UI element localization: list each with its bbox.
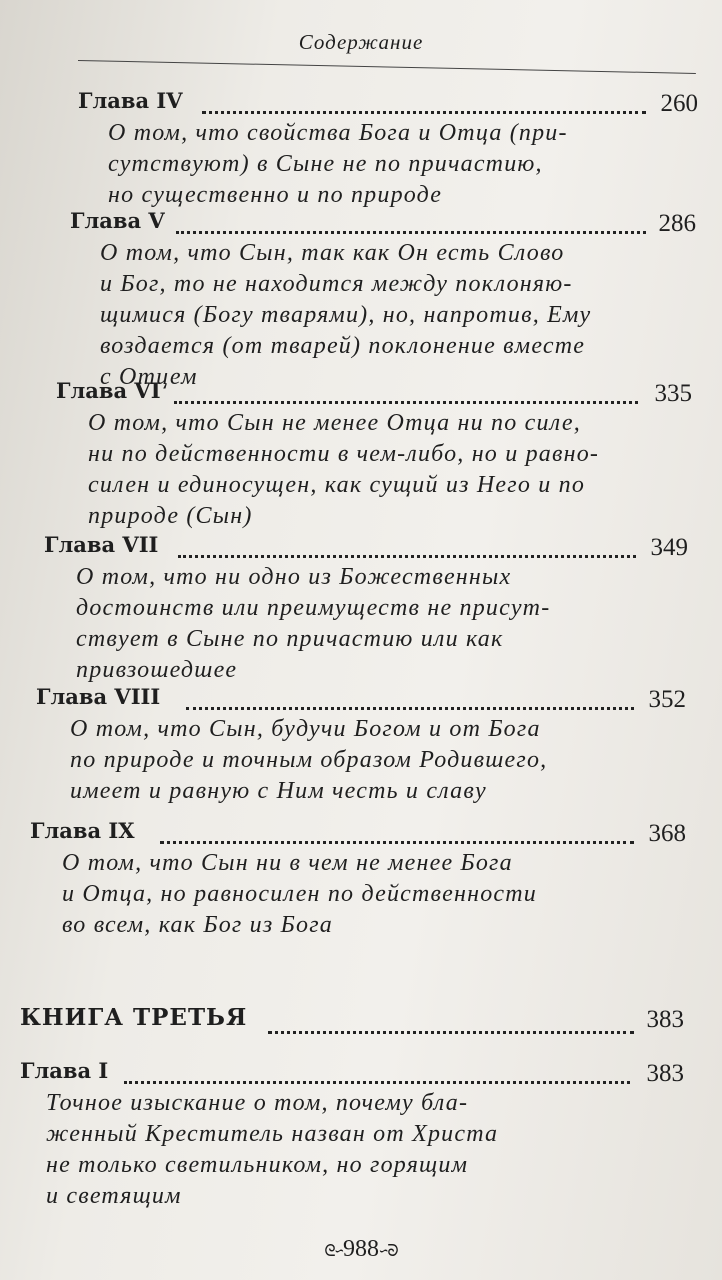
chapter-description — [44, 562, 688, 686]
chapter-title: Глава VII — [44, 532, 159, 557]
chapter-description — [36, 714, 686, 807]
page-number: 383 — [646, 1006, 684, 1033]
description-line: О том, что ни одно из Божественных — [76, 564, 512, 590]
description-line: имеет и равную с Ним честь и славу — [70, 778, 487, 804]
dot-leader — [176, 229, 646, 234]
description-line: природе (Сын) — [88, 503, 253, 529]
toc-chapter-line — [30, 818, 686, 848]
description-line: щимися (Богу тварями), но, напротив, Ему — [100, 302, 592, 328]
description-line: Точное изыскание о том, почему бла- — [46, 1090, 469, 1116]
toc-chapter-line — [20, 1058, 684, 1088]
dot-leader — [160, 839, 634, 844]
description-line: О том, что Сын, будучи Богом и от Бога — [70, 716, 541, 742]
toc-entry — [56, 378, 692, 532]
chapter-title: Глава V — [70, 208, 165, 233]
description-line: ни по действенности в чем-либо, но и равно- — [88, 441, 600, 467]
description-line: во всем, как Бог из Бога — [62, 912, 333, 938]
page-number: 368 — [648, 820, 686, 847]
chapter-title: Глава I — [20, 1058, 109, 1083]
description-line: но существенно и по природе — [108, 182, 443, 208]
dot-leader — [178, 553, 636, 558]
chapter-description — [20, 1088, 684, 1212]
description-line: не только светильником, но горящим — [46, 1152, 469, 1178]
page-footer — [0, 1236, 722, 1263]
book-heading — [20, 1004, 684, 1038]
folio-number: 988 — [343, 1236, 379, 1262]
chapter-title: Глава VIII — [36, 684, 161, 709]
description-line: О том, что Сын, так как Он есть Слово — [100, 240, 565, 266]
chapter-title: Глава IV — [78, 88, 183, 113]
dot-leader — [186, 705, 634, 710]
chapter-title: Глава IX — [30, 818, 135, 843]
chapter-title: Глава VI — [56, 378, 161, 403]
description-line: О том, что Сын ни в чем не менее Бога — [62, 850, 513, 876]
toc-chapter-line — [70, 208, 696, 238]
description-line: достоинств или преимуществ не присут- — [76, 595, 551, 621]
page-number: 383 — [646, 1060, 684, 1087]
description-line: и Бог, то не находится между поклоняю- — [100, 271, 573, 297]
description-line: воздается (от тварей) поклонение вместе — [100, 333, 586, 359]
toc-chapter-line — [44, 532, 688, 562]
toc-entry — [70, 208, 696, 393]
description-line: О том, что Сын не менее Отца ни по силе, — [88, 410, 581, 436]
toc-entry — [30, 818, 686, 941]
description-line: сутствуют) в Сыне не по причастию, — [108, 151, 543, 177]
dot-leader — [268, 1029, 634, 1034]
toc-entry — [36, 684, 686, 807]
page-number: 260 — [660, 90, 698, 117]
page-number: 352 — [648, 686, 686, 713]
ornament-right: ∽ᘐ — [379, 1243, 398, 1260]
book-title: КНИГА ТРЕТЬЯ — [20, 1004, 248, 1031]
toc-entry — [44, 532, 688, 686]
toc-chapter-line — [78, 88, 698, 118]
description-line: привзошедшее — [76, 657, 238, 683]
dot-leader — [174, 399, 638, 404]
page-number: 286 — [658, 210, 696, 237]
description-line: и Отца, но равносилен по действенности — [62, 881, 537, 907]
running-header: Содержание — [298, 30, 424, 54]
toc-entry — [78, 88, 698, 211]
description-line: по природе и точным образом Родившего, — [70, 747, 548, 773]
toc-chapter-line — [56, 378, 692, 408]
header-rule — [78, 60, 696, 74]
description-line: силен и единосущен, как сущий из Него и по — [88, 472, 586, 498]
description-line: женный Креститель назван от Христа — [46, 1121, 499, 1147]
description-line: и светящим — [46, 1183, 182, 1209]
dot-leader — [202, 109, 646, 114]
dot-leader — [124, 1079, 630, 1084]
chapter-description — [30, 848, 686, 941]
page-number: 335 — [654, 380, 692, 407]
toc-entry — [20, 1058, 684, 1212]
chapter-description — [70, 238, 696, 393]
description-line: О том, что свойства Бога и Отца (при- — [108, 120, 568, 146]
chapter-description — [78, 118, 698, 211]
chapter-description — [56, 408, 692, 532]
toc-chapter-line — [36, 684, 686, 714]
description-line: ствует в Сыне по причастию или как — [76, 626, 504, 652]
ornament-left: ᘓ∽ — [324, 1243, 343, 1260]
description-line: с Отцем — [100, 364, 198, 390]
page-number: 349 — [650, 534, 688, 561]
